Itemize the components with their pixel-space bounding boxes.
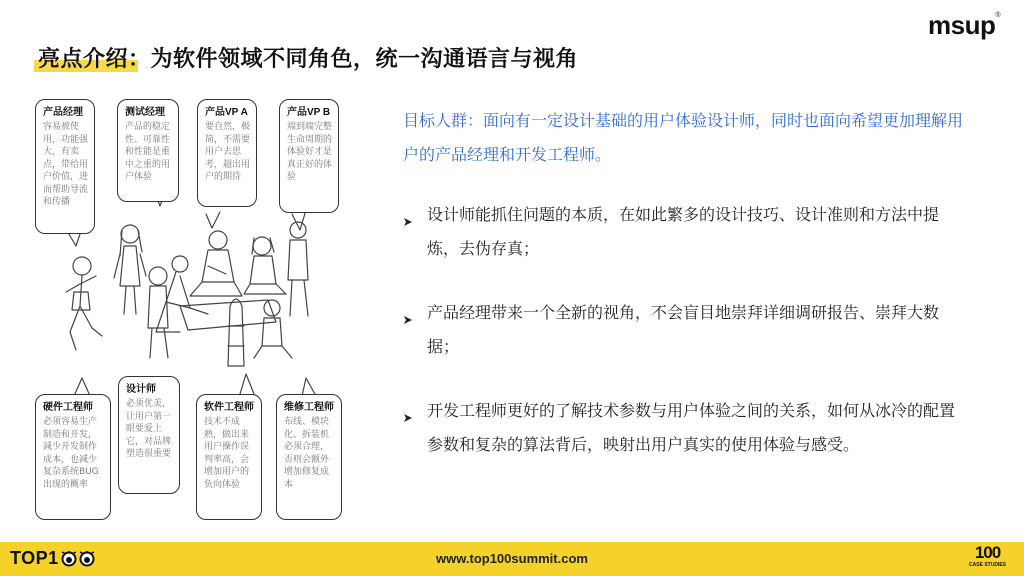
bullet-text: 设计师能抓住问题的本质，在如此繁多的设计技巧、设计准则和方法中提炼，去伪存真；: [427, 205, 940, 258]
role-card-designer: 设计师 必须优美，让用户第一眼要爱上它，对品牌塑造很重要: [118, 376, 180, 494]
role-card-hardware-engineer: 硬件工程师 必须容易生产制造和开发，减少开发制作成本，也减少复杂系统BUG出现的概率: [35, 394, 111, 520]
footer-url: www.top100summit.com: [436, 551, 588, 566]
target-audience: 目标人群：面向有一定设计基础的用户体验设计师，同时也面向希望更加理解用户的产品经理和开发工程师。: [403, 111, 964, 164]
footer-bar: [0, 542, 1024, 576]
page-title: 亮点介绍：为软件领域不同角色，统一沟通语言与视角: [38, 47, 579, 72]
bullet-text: 产品经理带来一个全新的视角，不会盲目地崇拜详细调研报告、崇拜大数据；: [427, 303, 940, 356]
list-item: [403, 394, 963, 462]
roles-illustration: [30, 96, 352, 522]
top100-logo: TOP1: [10, 548, 99, 569]
role-card-maintenance-engineer: 维修工程师 布线、模块化、拆装机必须合理，否则会额外增加修复成本: [276, 394, 342, 520]
role-card-test-manager: 测试经理 产品的稳定性、可靠性和性能是重中之重的用户体验: [117, 99, 179, 202]
role-card-product-manager: 产品经理 容易被使用，功能强大，有卖点，带给用户价值，进而帮助导流和传播: [35, 99, 95, 234]
role-card-software-engineer: 软件工程师 技术不成熟，做出来用户操作误判率高，会增加用户的负向体验: [196, 394, 262, 520]
case-studies-logo: 100 CASE STUDIES: [969, 543, 1006, 568]
msup-logo: msup®: [927, 10, 1000, 40]
bullet-list: [403, 198, 963, 462]
arrow-bullet-icon: [403, 296, 415, 329]
content-panel: [403, 104, 963, 492]
arrow-bullet-icon: [403, 394, 415, 427]
list-item: [403, 296, 963, 364]
bullet-text: 开发工程师更好的了解技术参数与用户体验之间的关系，如何从冰冷的配置参数和复杂的算法背后，映射出用户真实的使用体验与感受。: [427, 401, 956, 454]
arrow-bullet-icon: [403, 198, 415, 231]
role-card-product-vp-a: 产品VP A 要自然，极简，不需要用户去思考，超出用户的期待: [197, 99, 257, 207]
role-card-product-vp-b: 产品VP B 端到端完整生命周期的体验好才是真正好的体验: [279, 99, 339, 213]
list-item: [403, 198, 963, 266]
